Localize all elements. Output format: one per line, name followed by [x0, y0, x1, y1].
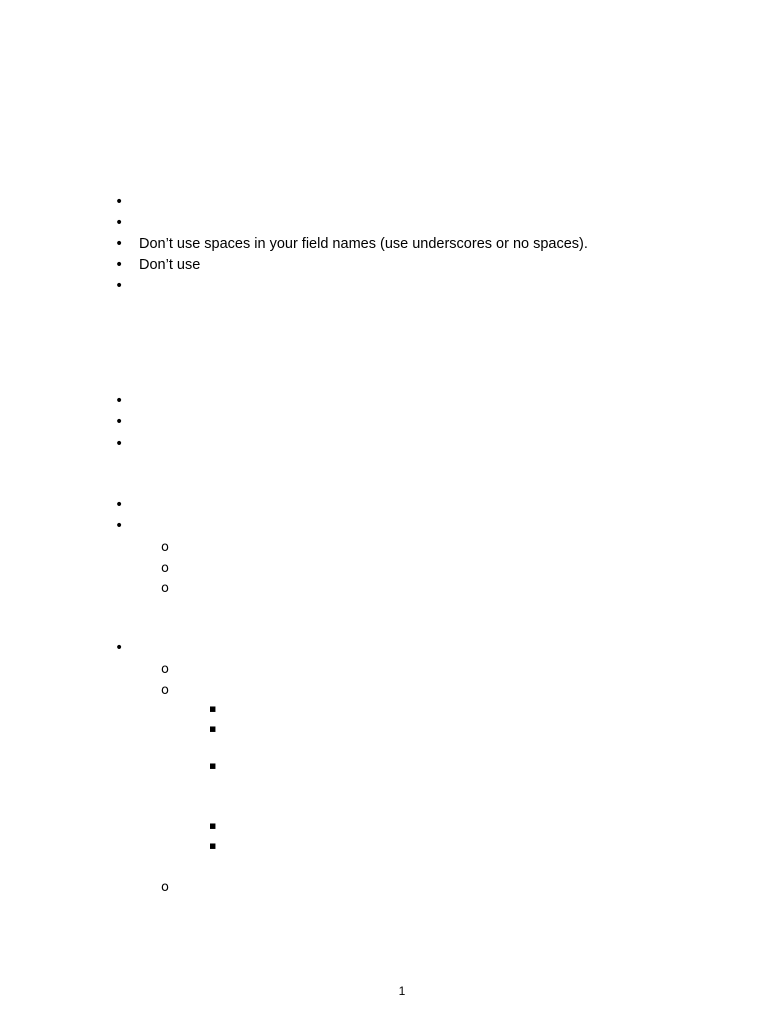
- bullet-disc-marker: •: [115, 436, 124, 452]
- bullet-disc-marker: •: [115, 236, 124, 252]
- bullet-disc-marker: •: [115, 518, 124, 534]
- bullet-circle-marker: o: [161, 662, 169, 677]
- bullet-disc-marker: •: [115, 414, 124, 430]
- bullet-circle-marker: o: [161, 581, 169, 596]
- bullet-disc-marker: •: [115, 194, 124, 210]
- bullet-circle-marker: o: [161, 540, 169, 555]
- bullet-disc-marker: •: [115, 278, 124, 294]
- bullet-disc-marker: •: [115, 640, 124, 656]
- bullet-square-marker: ▪: [209, 722, 217, 735]
- bullet-square-marker: ▪: [209, 839, 217, 852]
- bullet-circle-marker: o: [161, 561, 169, 576]
- page-number: 1: [398, 984, 406, 998]
- bullet-square-marker: ▪: [209, 819, 217, 832]
- list-item-text: Don’t use: [139, 257, 201, 273]
- bullet-disc-marker: •: [115, 393, 124, 409]
- bullet-disc-marker: •: [115, 215, 124, 231]
- bullet-circle-marker: o: [161, 683, 169, 698]
- bullet-disc-marker: •: [115, 257, 124, 273]
- list-item-text: Don’t use spaces in your field names (use underscores or no spaces).: [139, 236, 588, 252]
- bullet-circle-marker: o: [161, 880, 169, 895]
- bullet-square-marker: ▪: [209, 759, 217, 772]
- bullet-square-marker: ▪: [209, 702, 217, 715]
- bullet-disc-marker: •: [115, 497, 124, 513]
